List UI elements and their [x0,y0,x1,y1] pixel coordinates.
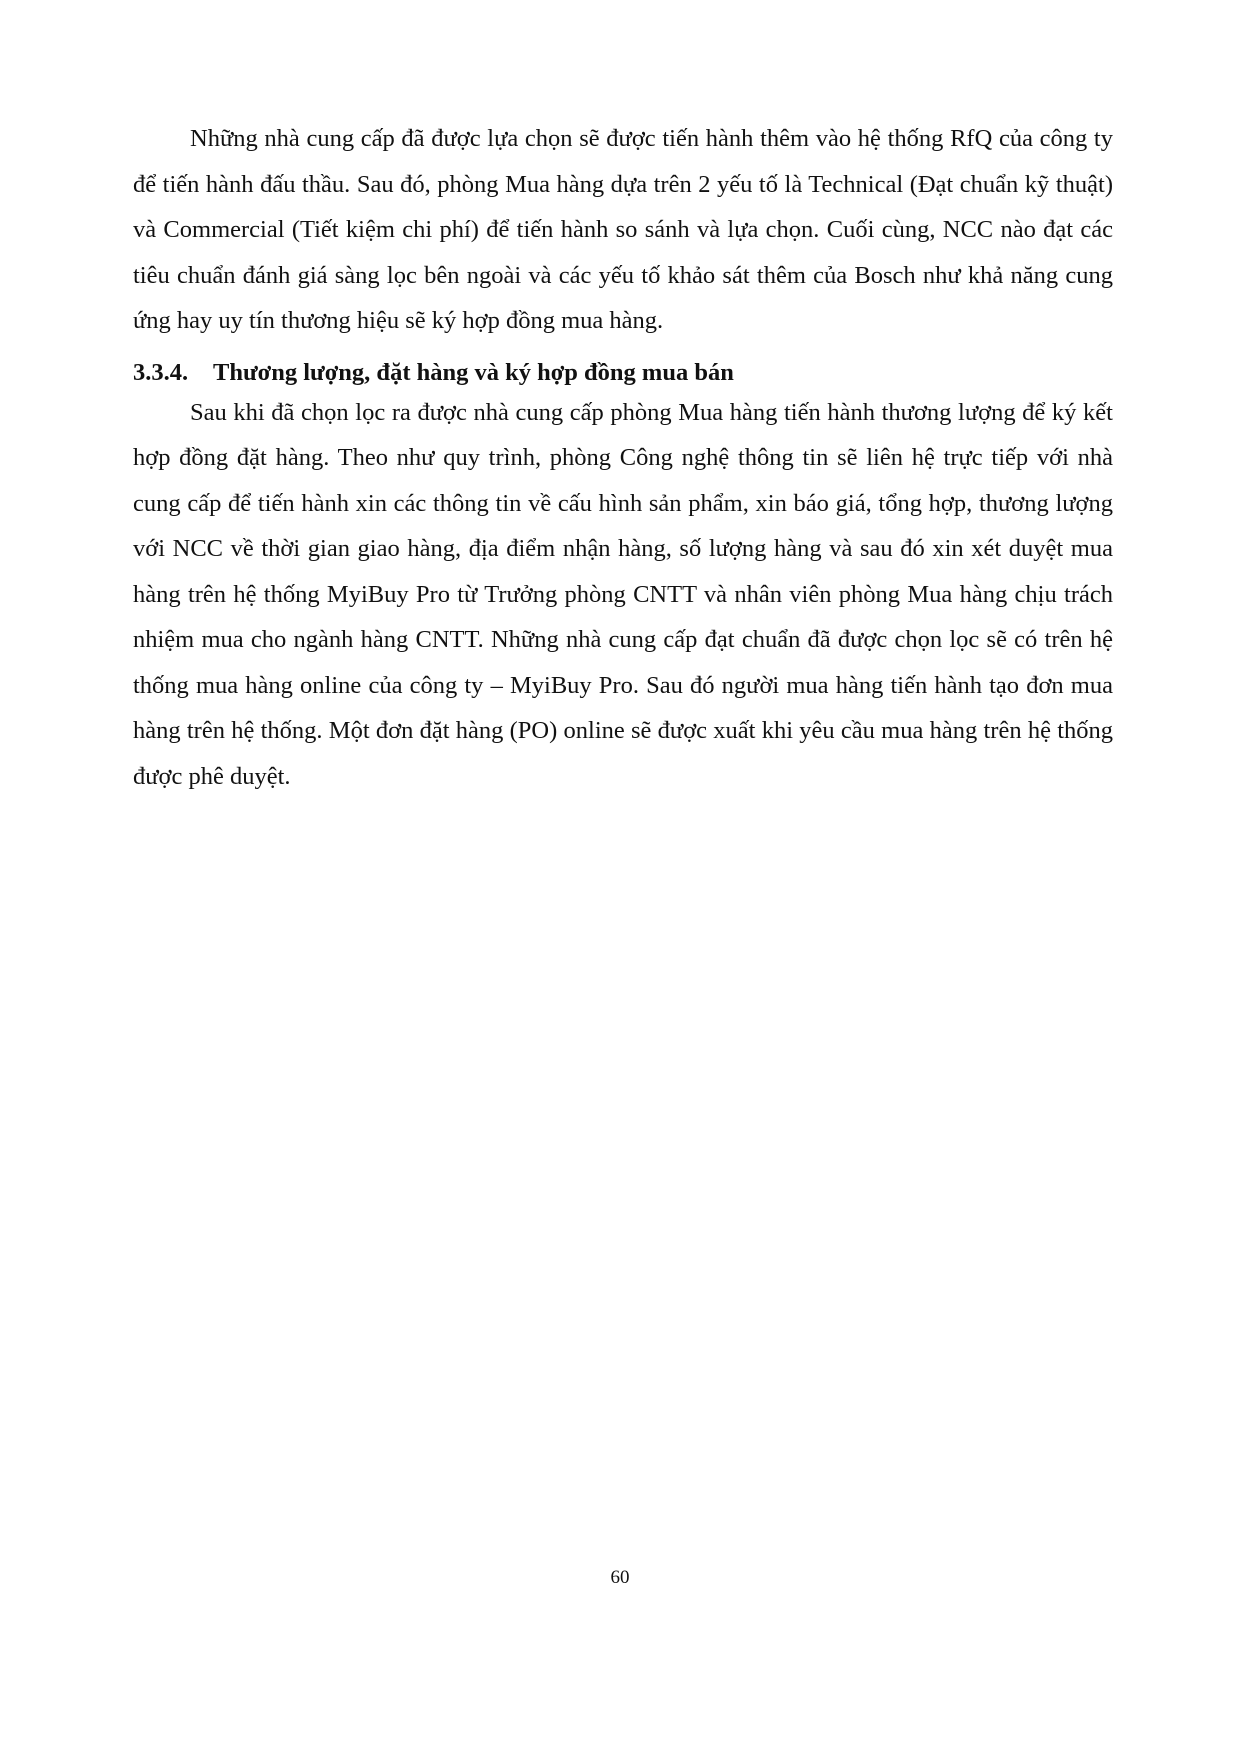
paragraph-negotiation: Sau khi đã chọn lọc ra được nhà cung cấp phòng Mua hàng tiến hành thương lượng để ký kết hợp đồng đặt hàng. Theo như quy trình, phòng Công nghệ thông tin sẽ liên hệ trực tiếp với nhà cung cấp để tiến hành xin các thông tin về cấu hình sản phẩm, xin báo giá, tổng hợp, thương lượng với NCC về thời gian giao hàng, địa điểm nhận hàng, số lượng hàng và sau đó xin xét duyệt mua hàng trên hệ thống MyiBuy Pro từ Trưởng phòng CNTT và nhân viên phòng Mua hàng chịu trách nhiệm mua cho ngành hàng CNTT. Những nhà cung cấp đạt chuẩn đã được chọn lọc sẽ có trên hệ thống mua hàng online của công ty – MyiBuy Pro. Sau đó người mua hàng tiến hành tạo đơn mua hàng trên hệ thống. Một đơn đặt hàng (PO) online sẽ được xuất khi yêu cầu mua hàng trên hệ thống được phê duyệt. [133,398,1113,790]
section-title: Thương lượng, đặt hàng và ký hợp đồng mua bán [213,358,734,386]
section-heading [133,356,1113,390]
section-number: 3.3.4. [133,358,189,386]
page-number: 60 [610,1567,630,1588]
page-body [133,116,1113,799]
paragraph-supplier-selection: Những nhà cung cấp đã được lựa chọn sẽ được tiến hành thêm vào hệ thống RfQ của công ty để tiến hành đấu thầu. Sau đó, phòng Mua hàng dựa trên 2 yếu tố là Technical (Đạt chuẩn kỹ thuật) và Commercial (Tiết kiệm chi phí) để tiến hành so sánh và lựa chọn. Cuối cùng, NCC nào đạt các tiêu chuẩn đánh giá sàng lọc bên ngoài và các yếu tố khảo sát thêm của Bosch như khả năng cung ứng hay uy tín thương hiệu sẽ ký hợp đồng mua hàng. [133,125,1113,334]
